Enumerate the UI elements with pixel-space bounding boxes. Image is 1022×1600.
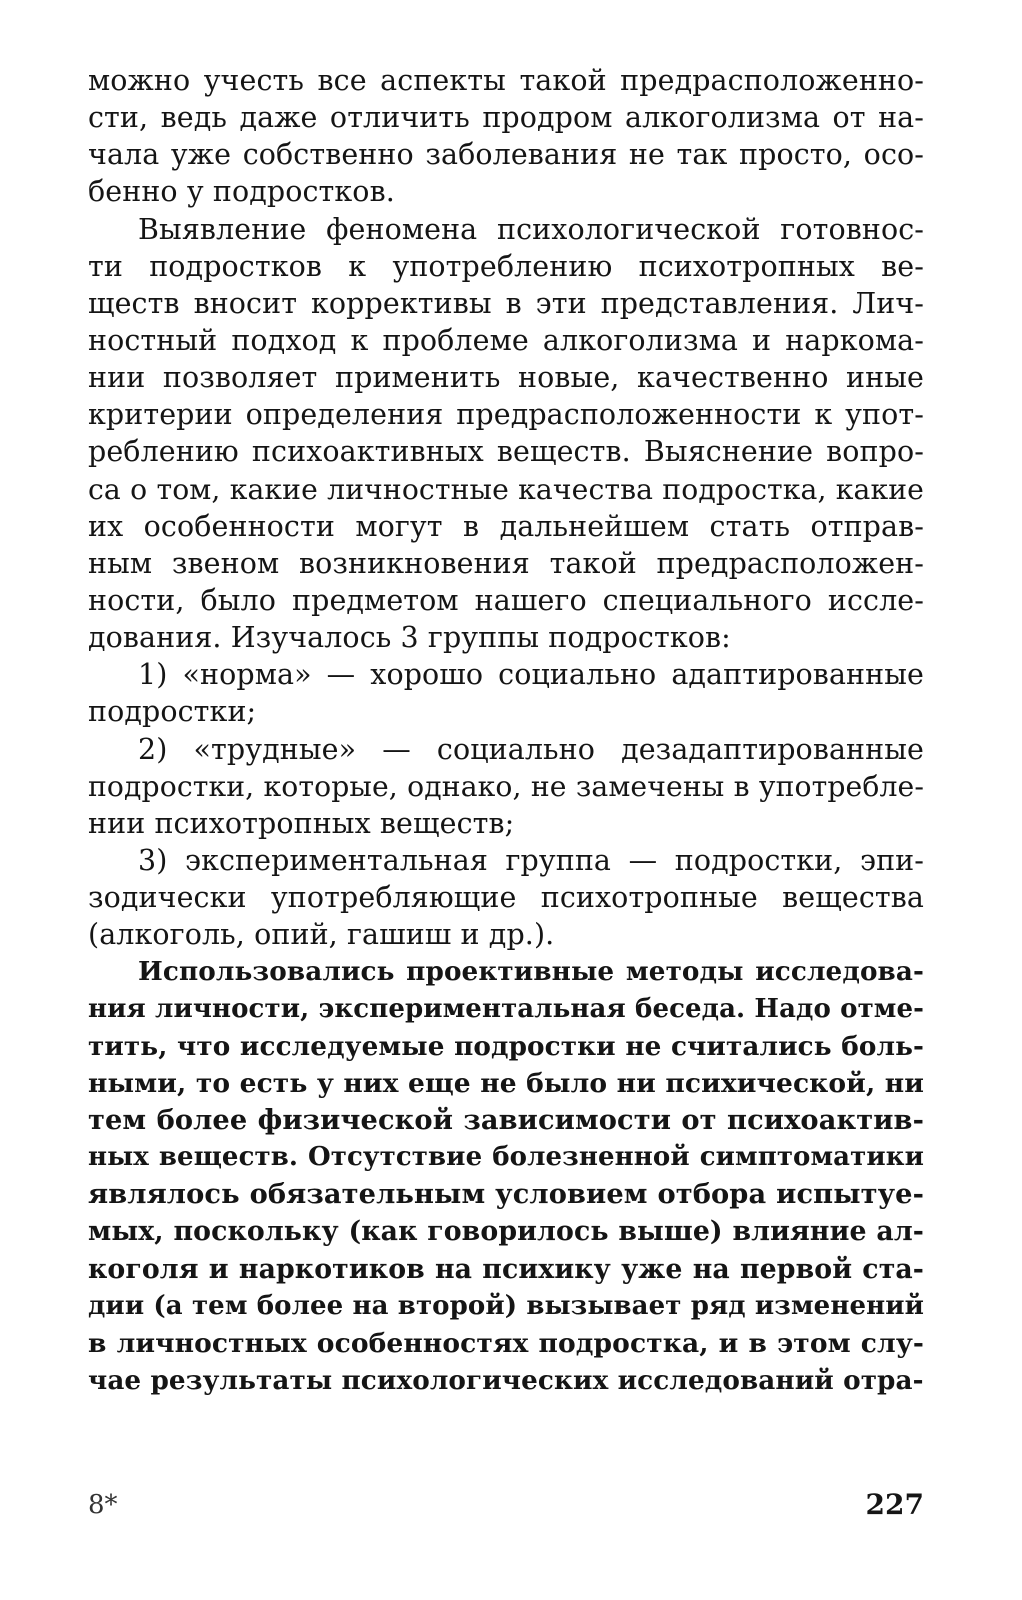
text-line: ными, то есть у них еще не было ни психической, ни xyxy=(88,1067,924,1099)
text-line: дования. Изучалось 3 группы подростков: xyxy=(88,621,731,655)
text-line: подростки, которые, однако, не замечены в употребле- xyxy=(88,769,924,803)
paragraph xyxy=(88,731,924,842)
text-line: бенно у подростков. xyxy=(88,175,395,209)
text-line: подростки; xyxy=(88,695,257,729)
text-line: чае результаты психологических исследований отра- xyxy=(88,1364,924,1396)
text-line: сти, ведь даже отличить продром алкоголизма от на- xyxy=(88,101,924,135)
paragraph xyxy=(88,842,924,953)
text-line: коголя и наркотиков на психику уже на первой ста- xyxy=(88,1253,924,1285)
paragraph xyxy=(88,62,924,211)
paragraph xyxy=(88,953,924,1399)
text-line: ности, было предметом нашего специального иссле- xyxy=(88,583,924,617)
text-line: 2) «трудные» — социально дезадаптированные xyxy=(138,732,924,766)
text-line: ния личности, экспериментальная беседа. Надо отме- xyxy=(88,993,924,1024)
text-line: их особенности могут в дальнейшем стать отправ- xyxy=(88,509,924,543)
text-line: являлось обязательным условием отбора испытуе- xyxy=(88,1178,924,1211)
text-line: можно учесть все аспекты такой предрасположенно- xyxy=(88,64,924,97)
text-line: критерии определения предрасположенности к упот- xyxy=(88,398,924,432)
text-line: ностный подход к проблеме алкоголизма и наркома- xyxy=(88,323,924,357)
text-line: тить, что исследуемые подростки не считались боль- xyxy=(88,1030,924,1062)
paragraph xyxy=(88,656,924,730)
text-line: реблению психоактивных веществ. Выяснение вопро- xyxy=(88,435,924,469)
page-footer xyxy=(88,1488,924,1528)
text-line: ти подростков к употреблению психотропных ве- xyxy=(88,249,924,283)
text-line: нии психотропных веществ; xyxy=(88,806,515,840)
text-line: 1) «норма» — хорошо социально адаптированные xyxy=(138,658,924,692)
text-line: 3) экспериментальная группа — подростки, эпи- xyxy=(138,843,924,877)
text-line: са о том, какие личностные качества подростка, какие xyxy=(88,472,924,506)
page-number: 227 xyxy=(865,1488,924,1521)
page-body xyxy=(88,62,924,1399)
text-line: чала уже собственно заболевания не так просто, осо- xyxy=(88,138,924,172)
signature-mark: 8* xyxy=(88,1490,118,1520)
paragraph xyxy=(88,211,924,657)
text-line: ществ вносит коррективы в эти представления. Лич- xyxy=(88,286,924,320)
text-line: дии (а тем более на второй) вызывает ряд изменений xyxy=(88,1290,924,1321)
text-line: (алкоголь, опий, гашиш и др.). xyxy=(88,918,555,952)
text-line: зодически употребляющие психотропные вещества xyxy=(88,881,924,915)
text-line: тем более физической зависимости от психоактив- xyxy=(88,1103,924,1136)
text-line: мых, поскольку (как говорилось выше) влияние ал- xyxy=(88,1216,924,1248)
text-line: в личностных особенностях подростка, и в этом слу- xyxy=(88,1327,924,1359)
text-line: Использовались проективные методы исследова- xyxy=(138,956,924,988)
text-line: ных веществ. Отсутствие болезненной симптоматики xyxy=(88,1142,924,1173)
text-line: Выявление феномена психологической готовнос- xyxy=(138,212,924,246)
text-line: нии позволяет применить новые, качественно иные xyxy=(88,361,924,395)
text-line: ным звеном возникновения такой предрасположен- xyxy=(88,546,924,580)
